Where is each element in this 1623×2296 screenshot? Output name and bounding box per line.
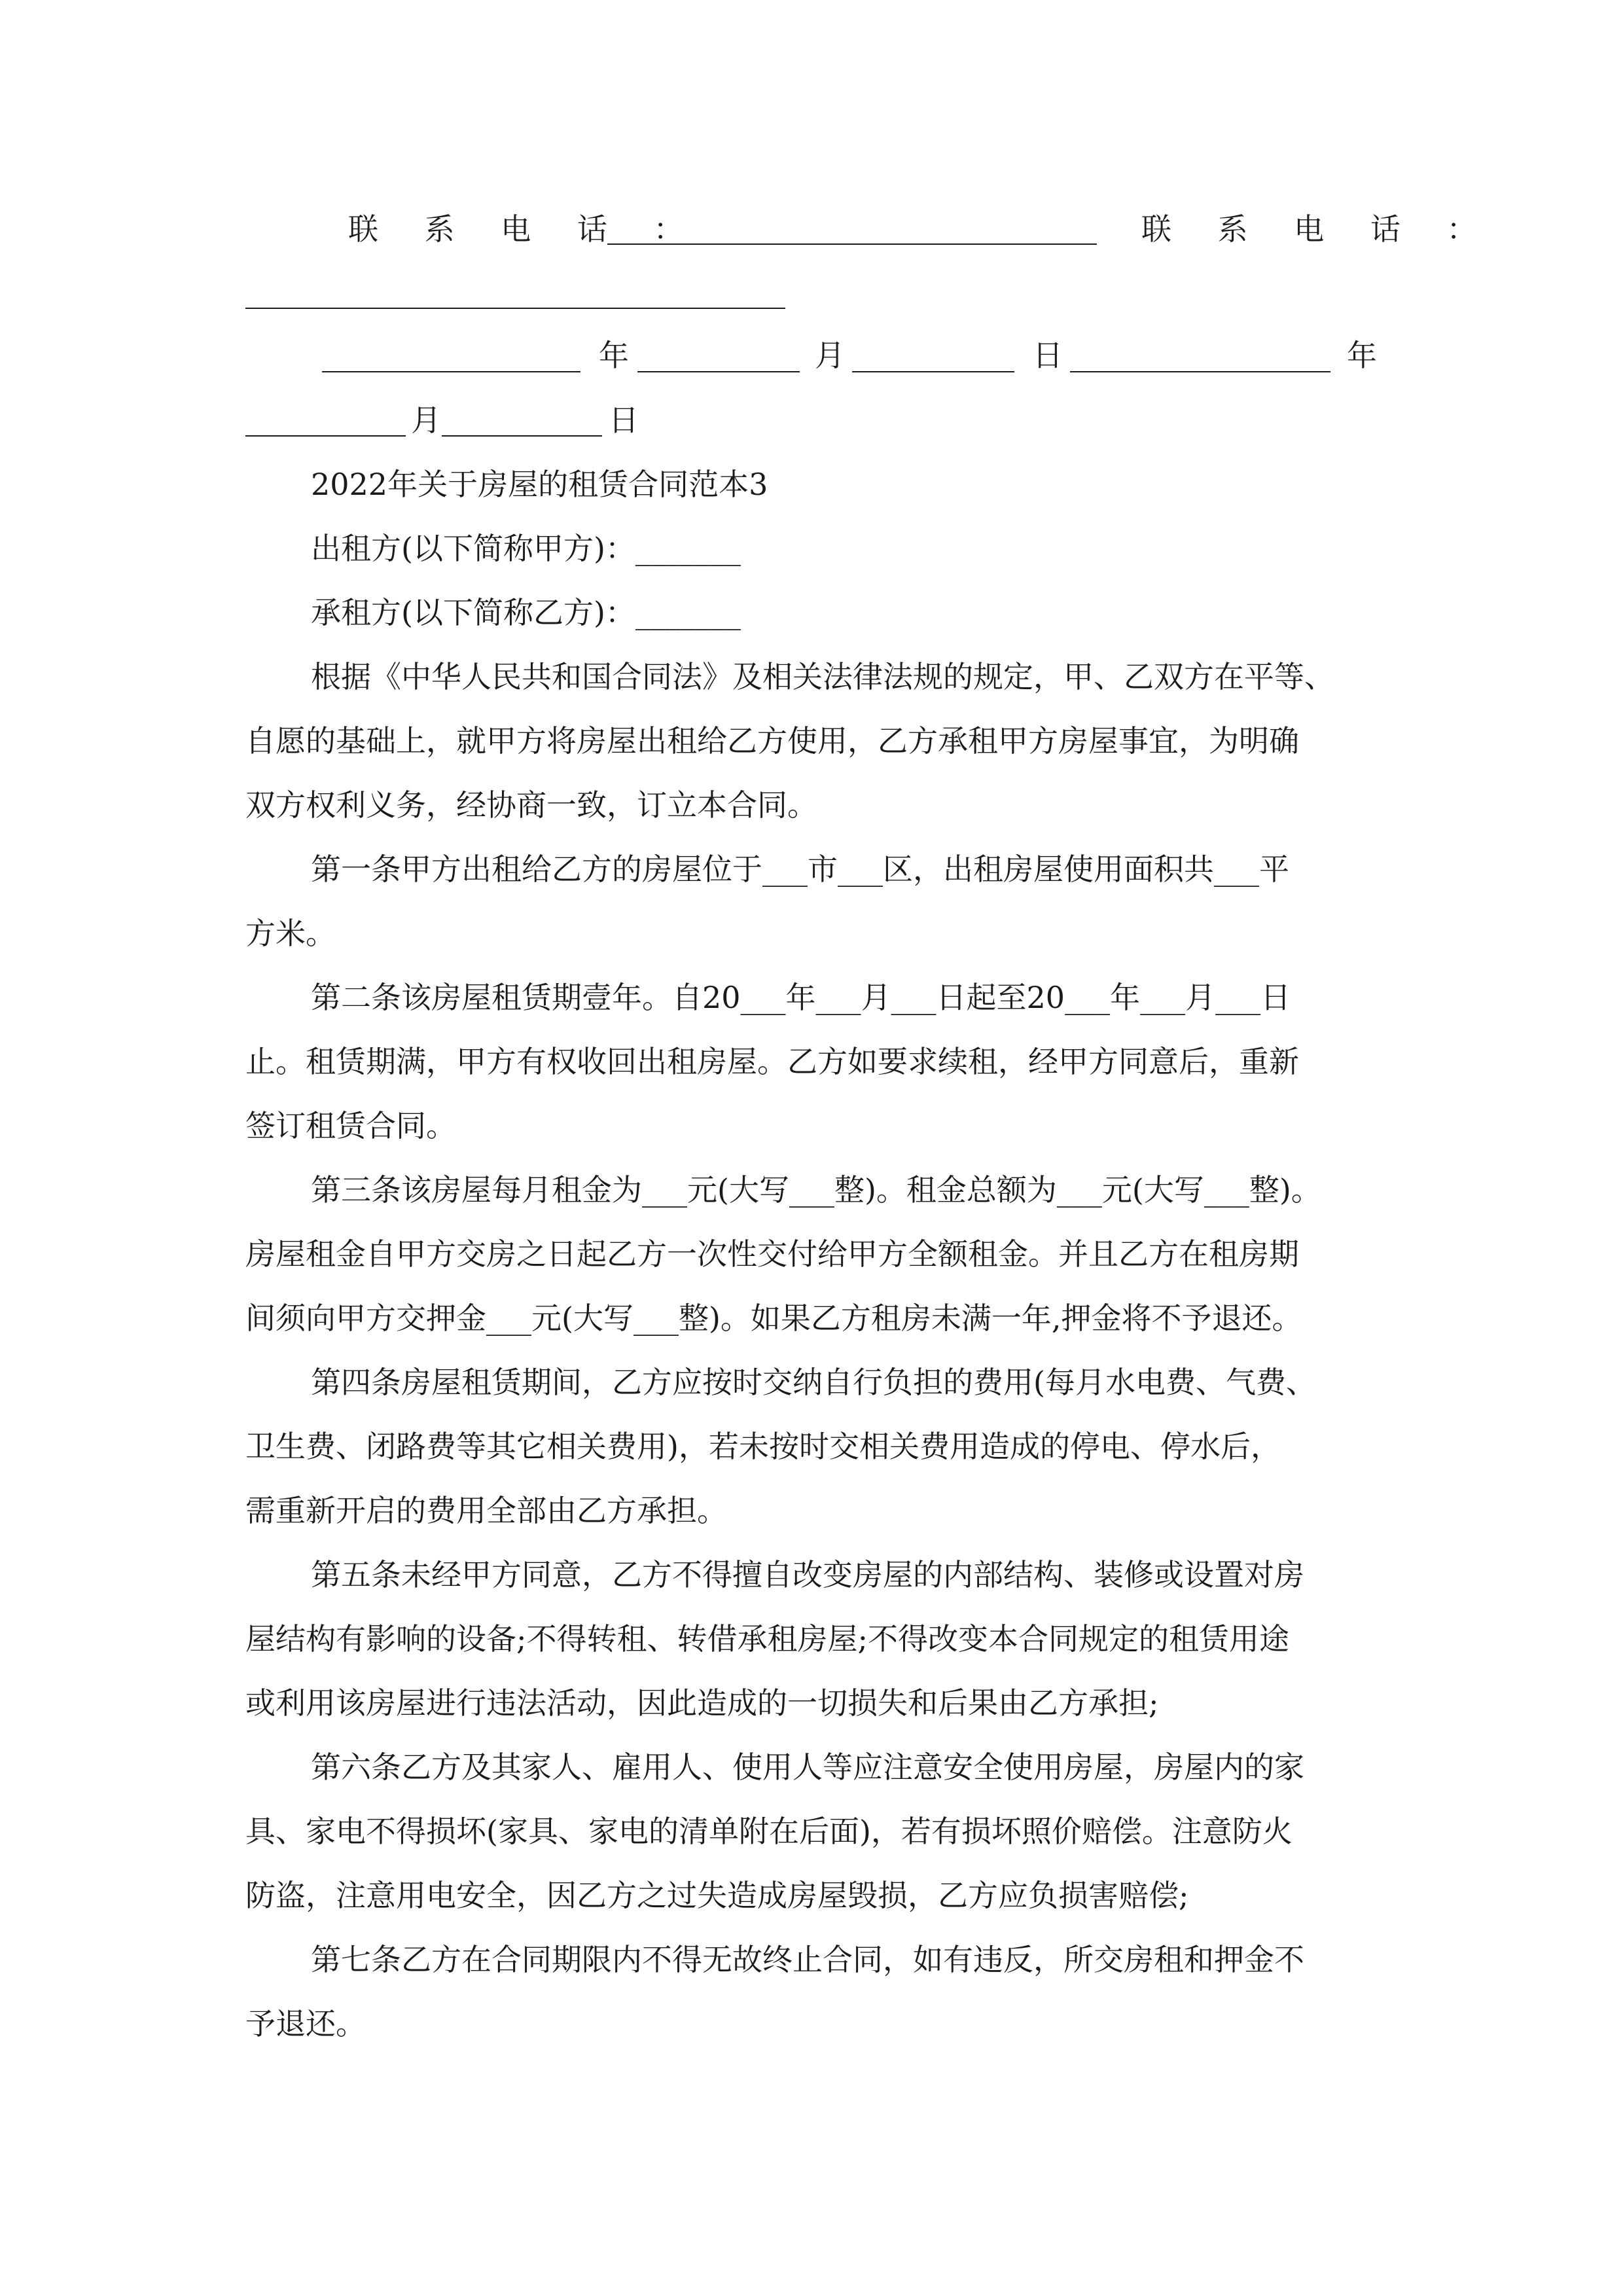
body-line: 具、家电不得损坏(家具、家电的清单附在后面)，若有损坏照价赔偿。注意防火: [245, 1814, 1293, 1849]
body-line: 签订租赁合同。: [245, 1108, 456, 1143]
body-line: 止。租赁期满，甲方有权收回出租房屋。乙方如要求续租，经甲方同意后，重新: [245, 1044, 1299, 1079]
contact-label-left: 联 系 电 话 ：: [348, 211, 702, 247]
body-line: 第六条乙方及其家人、雇用人、使用人等应注意安全使用房屋，房屋内的家: [311, 1749, 1304, 1785]
body-line: 予退还。: [245, 2006, 366, 2041]
date-month-1: 月: [815, 338, 845, 373]
date-day-1: 日: [1033, 338, 1063, 373]
body-line: 双方权利义务，经协商一致，订立本合同。: [245, 787, 817, 823]
date-year-2: 年: [1347, 338, 1377, 373]
body-line: 第五条未经甲方同意，乙方不得擅自改变房屋的内部结构、装修或设置对房: [311, 1557, 1304, 1592]
body-line: 第四条房屋租赁期间，乙方应按时交纳自行负担的费用(每月水电费、气费、: [311, 1365, 1316, 1400]
date-underline-2: [637, 371, 800, 372]
date-year-1: 年: [599, 338, 629, 373]
date-day-2: 日: [609, 403, 639, 438]
body-line: 第一条甲方出租给乙方的房屋位于___市___区，出租房屋使用面积共___平: [311, 852, 1289, 887]
body-line: 需重新开启的费用全部由乙方承担。: [245, 1493, 727, 1528]
date-underline-1: [322, 371, 580, 372]
body-line: 自愿的基础上，就甲方将房屋出租给乙方使用，乙方承租甲方房屋事宜，为明确: [245, 723, 1299, 759]
party-b-line: 承租方(以下简称乙方)：_______: [311, 595, 741, 630]
contact-underline-left: [607, 243, 1097, 245]
date-underline-4: [1070, 371, 1330, 372]
body-line: 间须向甲方交押金___元(大写___整)。如果乙方租房未满一年,押金将不予退还。: [245, 1300, 1302, 1336]
body-line: 第七条乙方在合同期限内不得无故终止合同，如有违反，所交房租和押金不: [311, 1942, 1304, 1977]
body-line: 根据《中华人民共和国合同法》及相关法律法规的规定，甲、乙双方在平等、: [311, 659, 1334, 694]
date-underline-6: [442, 435, 602, 437]
contact-label-right: 联 系 电 话 ：: [1141, 211, 1495, 247]
contact-underline-wrap: [245, 308, 785, 309]
date-month-2: 月: [411, 403, 441, 438]
date-underline-3: [852, 371, 1014, 372]
body-line: 第二条该房屋租赁期壹年。自20___年___月___日起至20___年___月___日: [311, 980, 1291, 1015]
contract-title: 2022年关于房屋的租赁合同范本3: [311, 467, 768, 502]
party-a-line: 出租方(以下简称甲方)：_______: [311, 531, 741, 566]
body-line: 卫生费、闭路费等其它相关费用)，若未按时交相关费用造成的停电、停水后，: [245, 1429, 1281, 1464]
body-line: 房屋租金自甲方交房之日起乙方一次性交付给甲方全额租金。并且乙方在租房期: [245, 1236, 1299, 1272]
body-line: 方米。: [245, 916, 336, 951]
body-line: 或利用该房屋进行违法活动，因此造成的一切损失和后果由乙方承担;: [245, 1685, 1159, 1721]
body-line: 屋结构有影响的设备;不得转租、转借承租房屋;不得改变本合同规定的租赁用途: [245, 1621, 1289, 1657]
body-line: 防盗，注意用电安全，因乙方之过失造成房屋毁损，乙方应负损害赔偿;: [245, 1878, 1189, 1913]
date-underline-5: [245, 435, 406, 437]
body-line: 第三条该房屋每月租金为___元(大写___整)。租金总额为___元(大写___整)。: [311, 1172, 1321, 1208]
